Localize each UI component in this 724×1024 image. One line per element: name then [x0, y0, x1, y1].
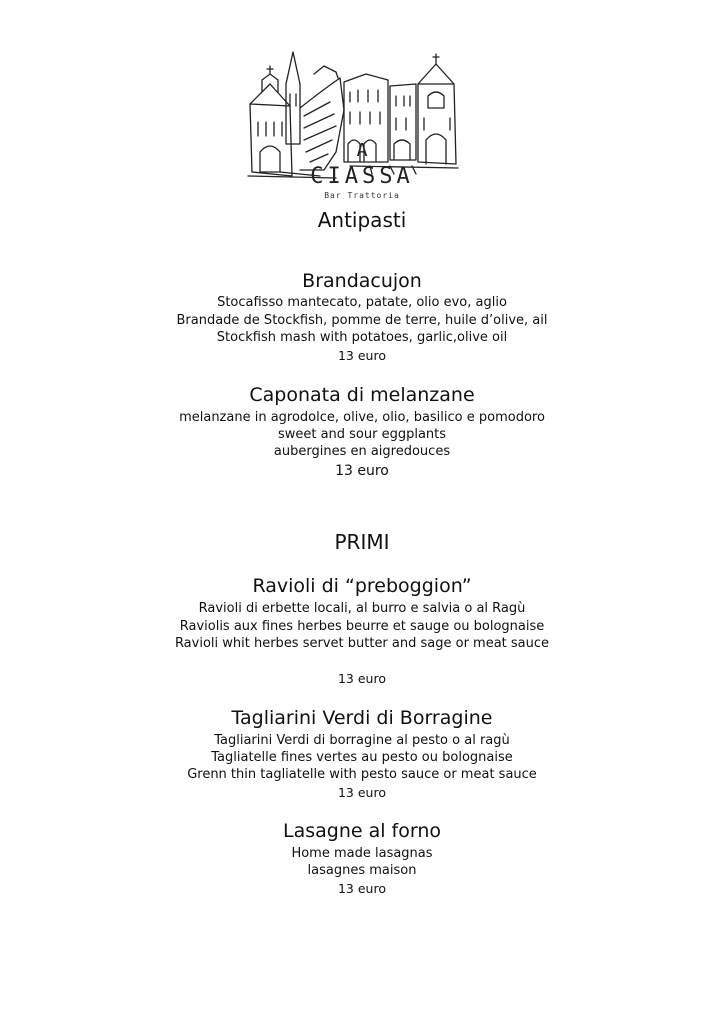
- dish-description-line: Home made lasagnas: [291, 846, 433, 861]
- dish-description-line: Ravioli whit herbes servet butter and sage or meat sauce: [174, 636, 550, 651]
- section-title-primi: PRIMI: [334, 530, 390, 554]
- dish-description-line: Stockfish mash with potatoes, garlic,olive oil: [216, 330, 508, 345]
- dish-description-line: aubergines en aigredouces: [273, 444, 451, 459]
- dish-description-line: Ravioli di erbette locali, al burro e salvia o al Ragù: [198, 601, 526, 616]
- dish-name: Tagliarini Verdi di Borragine: [231, 707, 493, 729]
- dish-name: Caponata di melanzane: [249, 384, 475, 406]
- dish-name: Ravioli di “preboggion”: [252, 575, 472, 597]
- dish-price: 13 euro: [335, 463, 389, 479]
- dish-description-line: sweet and sour eggplants: [277, 427, 447, 442]
- dish-name: Lasagne al forno: [282, 820, 442, 842]
- dish-name: Brandacujon: [302, 270, 422, 292]
- dish-description-line: Brandade de Stockfish, pomme de terre, huile d’olive, ail: [176, 313, 548, 328]
- dish-price: 13 euro: [337, 348, 386, 363]
- section-title-antipasti: Antipasti: [317, 208, 407, 232]
- dish-price: 13 euro: [337, 881, 386, 896]
- dish-price: 13 euro: [337, 671, 386, 686]
- brand-name: CIASSA: [310, 164, 414, 189]
- brand-subtitle: Bar Trattoria: [324, 191, 400, 200]
- dish-price: 13 euro: [337, 785, 386, 800]
- dish-description-line: Raviolis aux fines herbes beurre et sauge ou bolognaise: [179, 619, 545, 634]
- dish-description-line: Stocafisso mantecato, patate, olio evo, aglio: [217, 295, 507, 310]
- dish-description-line: Grenn thin tagliatelle with pesto sauce or meat sauce: [187, 767, 537, 782]
- dish-description-line: Tagliarini Verdi di borragine al pesto o al ragù: [214, 733, 510, 748]
- dish-description-line: lasagnes maison: [307, 863, 417, 878]
- dish-description-line: Tagliatelle fines vertes au pesto ou bolognaise: [211, 750, 513, 765]
- logo-accent-letter: A: [356, 140, 368, 161]
- dish-description-line: melanzane in agrodolce, olive, olio, basilico e pomodoro: [179, 410, 545, 425]
